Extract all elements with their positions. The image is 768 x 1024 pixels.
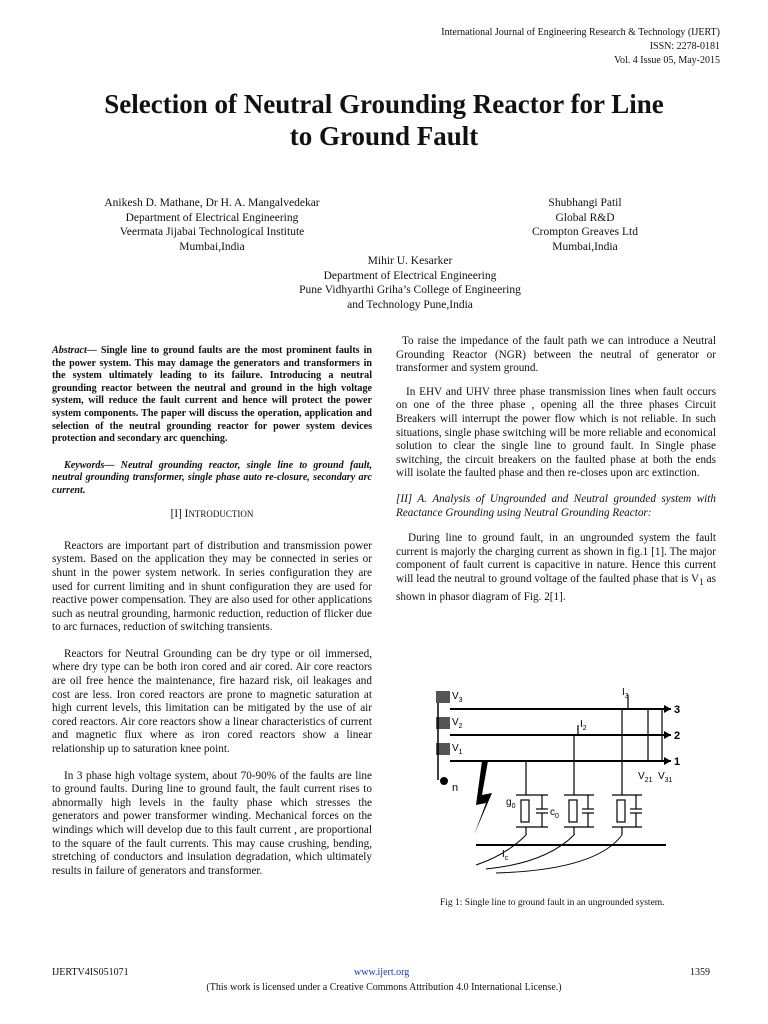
footer-page-number: 1359 — [690, 967, 710, 978]
keywords-text: Neutral grounding reactor, single line to ground fault, neutral grounding transformer, single phase auto re-closure, secondary arc current. — [52, 459, 372, 497]
paragraph: Reactors for Neutral Grounding can be dry type or oil immersed, where dry type can be both iron cored and air cored. Air core reactors are oil free hence the maintenance, fire hazard risk, oil leakages and cost are less. Iron cored reactors are prone to magnetic saturation at high current levels, this limitation can be mitigated by the use of air cored reactors. Air core reactors show a linear characteristics of current and magnetic flux where as iron cored reactors show a linear relationship up to saturation knee point. — [52, 647, 372, 756]
journal-header — [441, 26, 720, 68]
author-block-right — [490, 196, 680, 254]
author-location: Mumbai,India — [552, 240, 618, 253]
label-line-2: 2 — [674, 730, 681, 742]
figure-caption: Fig 1: Single line to ground fault in an ungrounded system. — [440, 898, 665, 908]
arrow-icon — [664, 757, 671, 765]
author-block-center — [230, 254, 590, 312]
current-return-paths — [476, 835, 622, 873]
section-initial: I — [184, 507, 189, 520]
figure-ungrounded-system — [436, 685, 708, 885]
author-institute: Veermata Jijabai Technological Institute — [119, 226, 305, 238]
title-line-2: to Ground Fault — [289, 121, 479, 151]
paragraph: In 3 phase high voltage system, about 70-90% of the faults are line to ground faults. During line to ground fault, the fault current rises to abnormally high levels in the faulty phase which stresses the generators and power transformer winding. Mechanical forces on the windings which will develop due to this fault current , are proportional to the square of the fault currents. This may cause crushing, bending, stretching of conductors and insulation degradation, which ultimately results in failure of generators and transformer. — [52, 769, 372, 877]
title-line-1: Selection of Neutral Grounding Reactor for Line — [104, 89, 664, 119]
label-v21: $V_{21}$ — [638, 771, 653, 784]
author-dept: Department of Electrical Engineering — [323, 269, 497, 282]
paragraph — [396, 532, 716, 604]
label-line-3: 3 — [674, 704, 681, 716]
lightning-fault-icon — [474, 761, 492, 835]
author-institute: Pune Vidhyarthi Griha’s College of Engineering — [299, 284, 521, 296]
section-heading-analysis: [II] A. Analysis of Ungrounded and Neutral grounded system with Reactance Grounding using Neutral Grounding Reactor: — [396, 492, 716, 519]
label-c0: $c_0$ — [550, 807, 559, 820]
footer-paper-id: IJERTV4IS051071 — [52, 967, 129, 978]
author-dept: Global R&D — [555, 211, 615, 224]
intro-body — [52, 540, 372, 879]
author-names: Anikesh D. Mathane, Dr H. A. Mangalvedekar — [104, 197, 320, 209]
abstract-text: Single line to ground faults are the most prominent faults in the power system. This may damage the generators and transformers in the system ultimately leading to its failure. Introducing a neutral grounding reactor between the neutral and ground in the high voltage system, will reduce the fault current and hence will protect the power system components. The paper will discuss the operation, application and selection of the neutral grounding reactor for power system devices protection and secondary arc quenching. — [52, 345, 372, 445]
right-column — [396, 335, 716, 604]
label-v3: $V_3$ — [452, 691, 463, 704]
source-v3-block — [436, 691, 450, 703]
issn: ISSN: 2278-0181 — [649, 41, 720, 52]
paragraph-text: During line to ground fault, in an ungrounded system the fault current is majorly the charging current as shown in fig.1 [1]. The major component of fault current is capacitive in nature. Hence this current will lead the neutral to ground voltage of the faulted phase that is V — [396, 532, 716, 585]
footer-license: (This work is licensed under a Creative Commons Attribution 4.0 International License.) — [206, 982, 562, 993]
arrow-icon — [664, 731, 671, 739]
author-names: Shubhangi Patil — [548, 197, 622, 209]
abstract — [52, 345, 372, 446]
keywords-label: Keywords— — [64, 459, 115, 471]
journal-name: International Journal of Engineering Research & Technology (IJERT) — [441, 27, 720, 38]
label-i3: $I_3$ — [622, 687, 629, 700]
subscript: 1 — [699, 578, 704, 589]
volume-issue: Vol. 4 Issue 05, May-2015 — [614, 55, 720, 66]
label-ic: $I_c$ — [502, 849, 509, 862]
footer-url-link[interactable]: www.ijert.org — [354, 967, 410, 978]
author-location: Mumbai,India — [179, 240, 245, 253]
label-line-1: 1 — [674, 756, 681, 768]
section-number: [I] — [170, 507, 185, 520]
label-v1: $V_1$ — [452, 743, 463, 756]
arrow-icon — [664, 705, 671, 713]
label-v2: $V_2$ — [452, 717, 463, 730]
section-heading-introduction — [52, 508, 372, 520]
author-block-left — [52, 196, 372, 254]
author-dept: Department of Electrical Engineering — [125, 211, 299, 224]
paragraph: In EHV and UHV three phase transmission lines when fault occurs on one of the three phase , opening all the three phases Circuit Breakers will interrupt the power flow which is not reliable. In such situations, single phase switching will be more reliable and economical solution to clear the single line to ground fault. In Single phase switching, the circuit breakers on the faulted phase at both the ends will isolate the faulted phase and then re-closes upon arc extinction. — [396, 385, 716, 480]
label-v31: $V_{31}$ — [658, 771, 673, 784]
left-column — [52, 335, 372, 878]
paper-title — [0, 88, 768, 152]
author-institute: Crompton Greaves Ltd — [531, 226, 639, 238]
abstract-label: Abstract— — [52, 345, 97, 357]
label-g0: $g_0$ — [506, 797, 516, 810]
paragraph-text: as shown in phasor diagram of Fig. 2[1]. — [396, 572, 716, 603]
author-location: and Technology Pune,India — [347, 298, 473, 311]
paragraph: Reactors are important part of distribution and transmission power system. Based on the application they may be connected in series or shunt in the power system network. In series configuration they are used for current limiting and in shunt configuration they are used for reactive power compensation. They are also used for other applications such as neutral grounding, harmonic reduction, reduction of flicker due to arc furnaces, reduction of switching transients. — [52, 539, 372, 634]
keywords — [52, 460, 372, 498]
fault-current-arrows — [578, 695, 662, 761]
section-rest: NTRODUCTION — [188, 508, 254, 519]
author-names: Mihir U. Kesarker — [367, 255, 453, 267]
label-i2: $I_2$ — [580, 719, 587, 732]
neutral-node — [440, 777, 448, 785]
label-n: n — [452, 782, 459, 794]
paragraph: To raise the impedance of the fault path we can introduce a Neutral Grounding Reactor (NGR) between the neutral of generator or transformer and system ground. — [396, 335, 716, 375]
capacitor-branches — [516, 709, 642, 835]
